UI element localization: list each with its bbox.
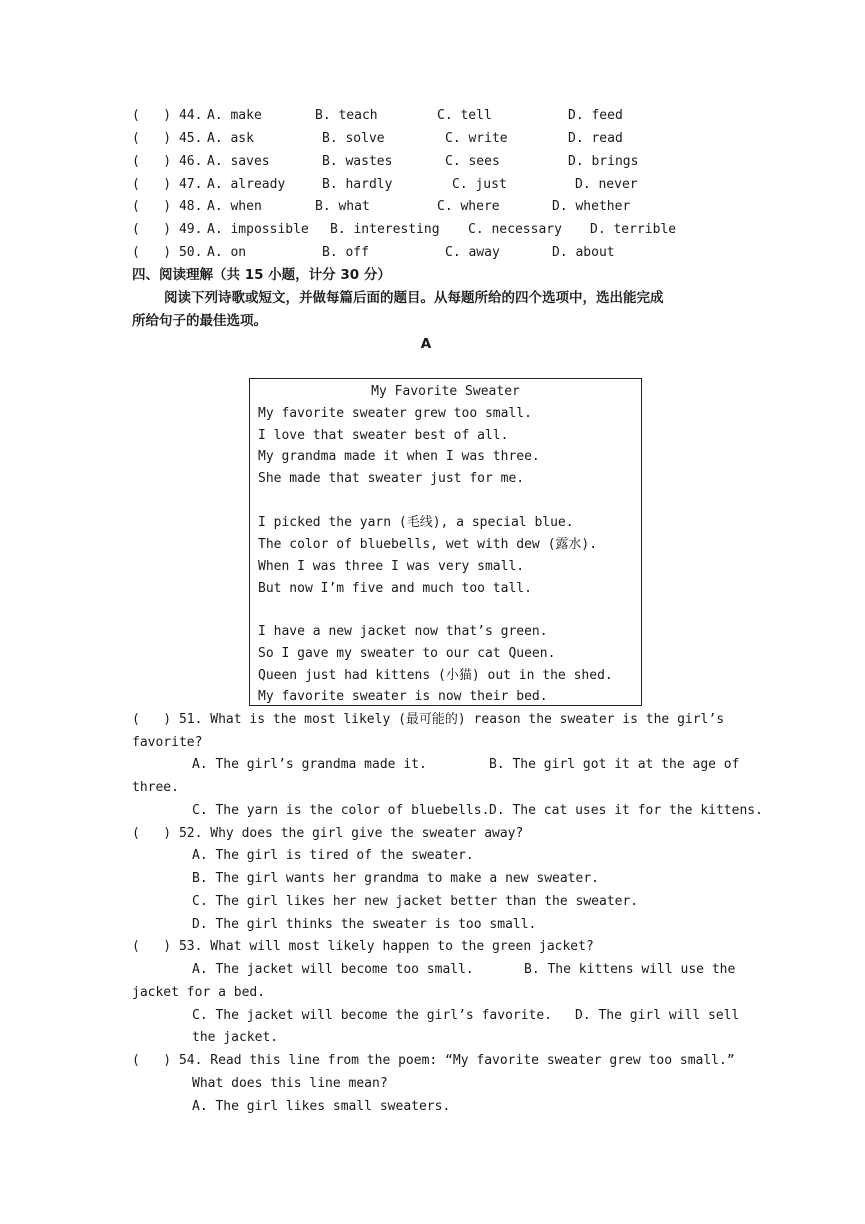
option-d: D. feed bbox=[568, 108, 623, 123]
cloze-row-47 bbox=[132, 174, 638, 196]
question-stem-cont: favorite? bbox=[132, 735, 203, 750]
cloze-row-48 bbox=[132, 196, 631, 218]
section-heading: 四、阅读理解（共 15 小题，计分 30 分） bbox=[132, 267, 391, 283]
question-stem: ( ) 52. Why does the girl give the sweater away? bbox=[132, 826, 524, 841]
poem-line: My favorite sweater is now their bed. bbox=[258, 689, 548, 704]
option-c: C. sees bbox=[445, 154, 500, 169]
answer-blank: ( ) 44. bbox=[132, 108, 203, 123]
option-b: B. what bbox=[315, 199, 370, 214]
option-d: D. The girl thinks the sweater is too small. bbox=[192, 917, 537, 932]
poem-title: My Favorite Sweater bbox=[371, 384, 520, 399]
option-b: B. off bbox=[322, 245, 369, 260]
option-b: B. The girl wants her grandma to make a new sweater. bbox=[192, 871, 599, 886]
option-d: D. about bbox=[552, 245, 615, 260]
cloze-row-46 bbox=[132, 151, 639, 173]
option-c: C. where bbox=[437, 199, 500, 214]
option-a: A. ask bbox=[207, 131, 254, 146]
section-instruction-line1: 阅读下列诗歌或短文，并做每篇后面的题目。从每题所给的四个选项中，选出能完成 bbox=[164, 290, 664, 306]
option-a: A. The girl’s grandma made it. bbox=[192, 757, 427, 772]
option-b: B. solve bbox=[322, 131, 385, 146]
poem-box bbox=[249, 378, 642, 706]
option-a: A. saves bbox=[207, 154, 270, 169]
passage-label: A bbox=[420, 336, 432, 352]
option-a: A. on bbox=[207, 245, 247, 260]
question-stem: ( ) 54. Read this line from the poem: “My favorite sweater grew too small.” bbox=[132, 1053, 735, 1068]
option-a: A. already bbox=[207, 177, 286, 192]
answer-blank: ( ) 48. bbox=[132, 199, 203, 214]
option-c: C. The girl likes her new jacket better than the sweater. bbox=[192, 894, 639, 909]
poem-line: The color of bluebells, wet with dew (露水). bbox=[258, 537, 598, 552]
option-b: B. hardly bbox=[322, 177, 393, 192]
option-b: B. teach bbox=[315, 108, 378, 123]
option-d: D. read bbox=[568, 131, 623, 146]
option-a: A. make bbox=[207, 108, 262, 123]
poem-line: I have a new jacket now that’s green. bbox=[258, 624, 548, 639]
poem-line: When I was three I was very small. bbox=[258, 559, 525, 574]
option-d: D. The cat uses it for the kittens. bbox=[489, 803, 763, 818]
poem-line: I love that sweater best of all. bbox=[258, 428, 509, 443]
option-c: C. necessary bbox=[468, 222, 562, 237]
poem-line: My favorite sweater grew too small. bbox=[258, 406, 532, 421]
option-a: A. The girl likes small sweaters. bbox=[192, 1099, 451, 1114]
option-d: D. terrible bbox=[590, 222, 677, 237]
poem-line: But now I’m five and much too tall. bbox=[258, 581, 532, 596]
option-d: D. whether bbox=[552, 199, 631, 214]
option-d: D. brings bbox=[568, 154, 639, 169]
option-c: C. tell bbox=[437, 108, 492, 123]
answer-blank: ( ) 50. bbox=[132, 245, 203, 260]
option-b: B. interesting bbox=[330, 222, 440, 237]
question-stem: ( ) 51. What is the most likely (最可能的) reason the sweater is the girl’s bbox=[132, 712, 725, 727]
section-instruction-line2: 所给句子的最佳选项。 bbox=[132, 313, 267, 329]
answer-blank: ( ) 46. bbox=[132, 154, 203, 169]
option-b-cont: jacket for a bed. bbox=[132, 985, 266, 1000]
answer-blank: ( ) 49. bbox=[132, 222, 203, 237]
option-a: A. when bbox=[207, 199, 262, 214]
option-c: C. away bbox=[445, 245, 500, 260]
option-d: D. The girl will sell bbox=[575, 1008, 740, 1023]
option-c: C. write bbox=[445, 131, 508, 146]
option-b: B. The girl got it at the age of bbox=[489, 757, 740, 772]
option-b: B. The kittens will use the bbox=[524, 962, 736, 977]
cloze-row-50 bbox=[132, 242, 615, 264]
answer-blank: ( ) 47. bbox=[132, 177, 203, 192]
option-c: C. The yarn is the color of bluebells. bbox=[192, 803, 490, 818]
option-c: C. just bbox=[452, 177, 507, 192]
poem-line: I picked the yarn (毛线), a special blue. bbox=[258, 515, 574, 530]
cloze-row-44 bbox=[132, 105, 623, 127]
question-stem: ( ) 53. What will most likely happen to the green jacket? bbox=[132, 939, 594, 954]
question-stem-cont: What does this line mean? bbox=[192, 1076, 388, 1091]
option-a: A. The jacket will become too small. bbox=[192, 962, 474, 977]
poem-line: So I gave my sweater to our cat Queen. bbox=[258, 646, 556, 661]
option-a: A. impossible bbox=[207, 222, 309, 237]
cloze-row-45 bbox=[132, 128, 623, 150]
cloze-row-49 bbox=[132, 219, 677, 241]
answer-blank: ( ) 45. bbox=[132, 131, 203, 146]
option-b: B. wastes bbox=[322, 154, 393, 169]
poem-line: My grandma made it when I was three. bbox=[258, 449, 540, 464]
option-b-cont: three. bbox=[132, 780, 179, 795]
option-d: D. never bbox=[575, 177, 638, 192]
poem-line: Queen just had kittens (小猫) out in the shed. bbox=[258, 668, 613, 683]
option-d-cont: the jacket. bbox=[192, 1030, 279, 1045]
option-a: A. The girl is tired of the sweater. bbox=[192, 848, 474, 863]
option-c: C. The jacket will become the girl’s favorite. bbox=[192, 1008, 553, 1023]
poem-line: She made that sweater just for me. bbox=[258, 471, 525, 486]
